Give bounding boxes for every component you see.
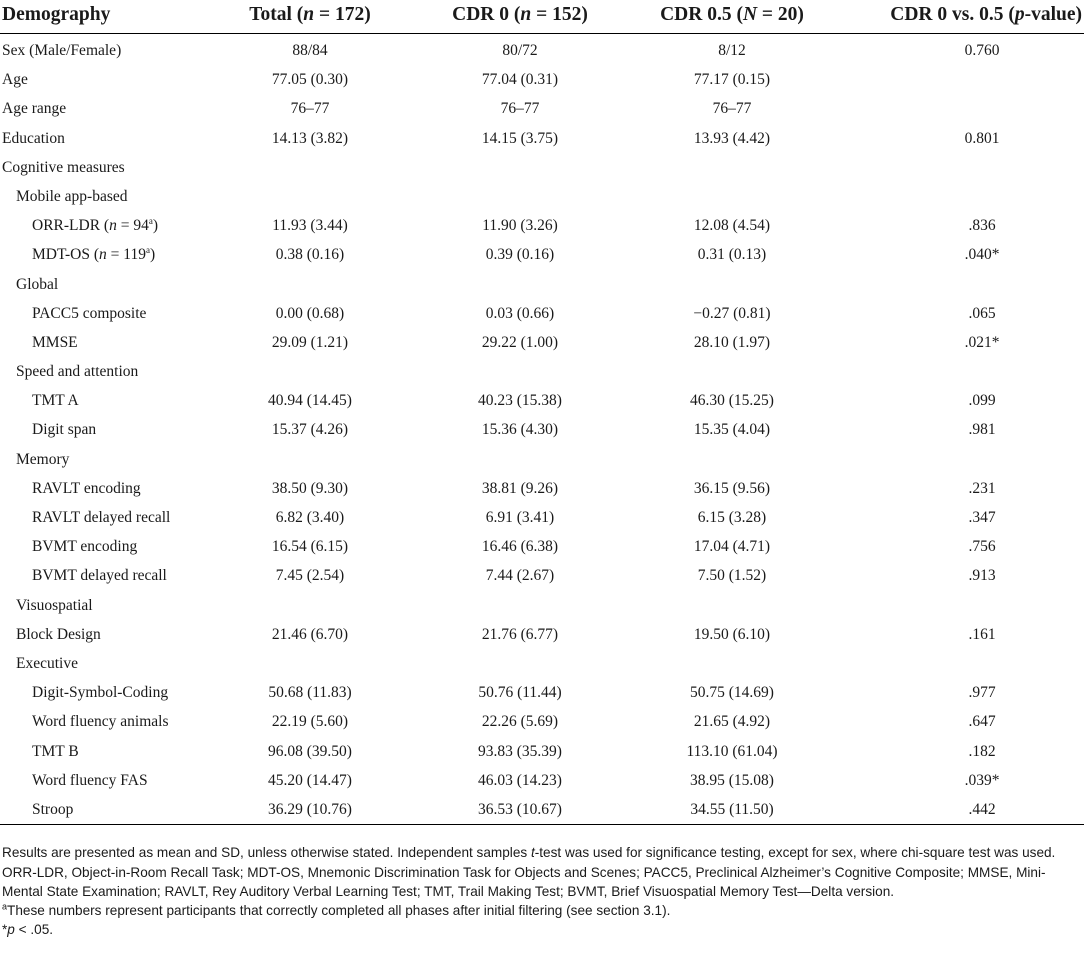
row-label: RAVLT delayed recall [32,509,171,526]
cell-cdr05: 8/12 [718,42,746,59]
cell-cdr05: 28.10 (1.97) [693,333,771,351]
table-row [0,151,1084,180]
row-label: Word fluency FAS [32,771,148,789]
row-label: Memory [16,450,70,468]
cell-cdr0: 0.03 (0.66) [485,304,555,322]
footnote-abbreviations: ORR-LDR, Object-in-Room Recall Task; MDT-OS, Mnemonic Discrimination Task for Objects and Scenes; PACC5, Preclinical Alzheimer’s Cognitive Composite; MMSE, Mini-Mental State Examination; RAVLT, Rey Auditory Verbal Learning Test; TMT, Trail Making Test; BVMT, Brief Visuospatial Memory Test—Delta version. [2,865,1046,899]
row-label: Age [2,71,28,89]
cell-cdr0: 29.22 (1.00) [481,333,559,351]
row-label: RAVLT encoding [32,479,141,497]
cell-total: 76–77 [290,100,330,118]
cell-cdr0: 40.23 (15.38) [478,392,562,410]
footnote-methods: Results are presented as mean and SD, unless otherwise stated. Independent samples t-test was used for significance testing, except for sex, where chi-square test was used. [2,845,1056,860]
cell-cdr05: 12.08 (4.54) [693,217,771,235]
table-row [0,472,1084,501]
table-row [0,530,1084,559]
cell-cdr0: 38.81 (9.26) [481,479,559,497]
table-header-row [0,0,1084,34]
row-label: Sex (Male/Female) [2,42,122,59]
header-total: Total (n = 172) [249,4,371,25]
cell-total: 14.13 (3.82) [271,129,349,147]
cell-cdr05: 19.50 (6.10) [693,625,771,643]
cell-cdr0: 80/72 [502,42,538,59]
cell-pvalue: .836 [968,217,996,235]
cell-total: 6.82 (3.40) [275,509,345,526]
cell-pvalue: .161 [968,625,996,643]
cell-total: 88/84 [292,42,328,59]
table-row [0,618,1084,647]
row-label: Visuospatial [16,596,93,614]
table-row [0,589,1084,618]
row-label: Digit-Symbol-Coding [32,684,169,702]
table-row [0,63,1084,92]
row-label: Executive [16,654,78,672]
table-row [0,180,1084,209]
cell-pvalue: .442 [968,800,996,818]
row-label: Global [16,275,59,293]
cell-total: 0.00 (0.68) [275,304,345,322]
table-row [0,34,1084,63]
table-row [0,92,1084,121]
cell-cdr0: 15.36 (4.30) [481,421,559,439]
row-label: Word fluency animals [32,713,169,731]
footnote-significance: *p < .05. [2,922,54,937]
table-row [0,122,1084,151]
cell-cdr05: 76–77 [712,100,752,118]
header-demography: Demography [2,4,111,25]
table-body [0,34,1084,822]
table-row [0,209,1084,238]
cell-cdr0: 0.39 (0.16) [485,246,555,264]
cell-cdr05: 50.75 (14.69) [690,684,774,702]
cell-total: 36.29 (10.76) [268,800,352,818]
cell-cdr05: 7.50 (1.52) [697,567,767,585]
cell-pvalue: .040* [964,246,1000,264]
header-pvalue: CDR 0 vs. 0.5 (p-value) [890,4,1082,25]
row-label: TMT B [32,742,79,760]
row-label: TMT A [32,392,79,410]
table-footnotes [0,843,1084,939]
row-label: Cognitive measures [2,158,125,176]
table-row [0,676,1084,705]
cell-cdr05: 13.93 (4.42) [693,129,771,147]
cell-total: 7.45 (2.54) [275,567,345,585]
row-label: ORR-LDR $(n = 94^a)$ [32,215,159,235]
table-row [0,413,1084,442]
cell-total: 0.38 (0.16) [275,246,345,264]
cell-pvalue: .981 [968,421,996,439]
row-label: Age range [2,100,67,118]
cell-cdr05: 36.15 (9.56) [693,479,771,497]
cell-pvalue: .756 [968,538,996,556]
cell-cdr05: 21.65 (4.92) [693,713,771,731]
cell-pvalue: .231 [968,479,996,497]
table-row [0,764,1084,793]
row-label: Block Design [16,625,101,643]
cell-pvalue: .021* [964,333,1000,351]
cell-cdr05: 77.17 (0.15) [693,71,771,89]
cell-cdr0: 50.76 (11.44) [478,684,562,702]
footnote-a: $^a$These numbers represent participants that correctly completed all phases after initial filtering (see section 3.1). [2,901,671,918]
table-row [0,355,1084,384]
cell-cdr0: 76–77 [500,100,540,118]
table-row [0,326,1084,355]
cell-pvalue: .913 [968,567,996,585]
table-row [0,384,1084,413]
cell-pvalue: .065 [968,304,996,322]
table-row [0,735,1084,764]
table-row [0,647,1084,676]
cell-cdr0: 11.90 (3.26) [482,217,558,235]
row-label: Education [2,129,65,147]
cell-cdr0: 46.03 (14.23) [478,771,562,789]
cell-cdr05: −0.27 (0.81) [693,304,771,322]
cell-total: 11.93 (3.44) [272,217,348,235]
cell-pvalue: .977 [968,684,996,702]
cell-cdr0: 21.76 (6.77) [481,625,559,643]
table-row [0,705,1084,734]
cell-cdr0: 36.53 (10.67) [478,800,562,818]
cell-total: 77.05 (0.30) [271,71,349,89]
table-row [0,238,1084,267]
cell-cdr0: 14.15 (3.75) [481,129,559,147]
cell-total: 15.37 (4.26) [271,421,349,439]
cell-pvalue: 0.801 [964,129,1000,147]
table-bottom-rule [0,824,1084,825]
cell-total: 29.09 (1.21) [271,333,349,351]
row-label: BVMT encoding [32,538,138,556]
row-label: Digit span [32,421,97,439]
cell-cdr05: 38.95 (15.08) [690,771,774,789]
cell-cdr05: 46.30 (15.25) [690,392,774,410]
table-row [0,443,1084,472]
table-row [0,268,1084,297]
row-label: Mobile app-based [16,187,128,205]
cell-pvalue: .099 [968,392,996,410]
cell-pvalue: .347 [968,509,996,526]
cell-total: 21.46 (6.70) [271,625,349,643]
cell-cdr0: 93.83 (35.39) [478,742,562,760]
cell-total: 45.20 (14.47) [268,771,352,789]
cell-total: 50.68 (11.83) [268,684,352,702]
cell-cdr05: 113.10 (61.04) [686,742,778,760]
cell-cdr05: 17.04 (4.71) [693,538,771,556]
cell-total: 40.94 (14.45) [268,392,352,410]
row-label: Speed and attention [16,363,139,381]
table-row [0,559,1084,588]
cell-total: 22.19 (5.60) [271,713,349,731]
cell-cdr05: 0.31 (0.13) [697,246,767,264]
cell-cdr0: 16.46 (6.38) [481,538,559,556]
table-row [0,297,1084,326]
cell-cdr0: 22.26 (5.69) [481,713,559,731]
cell-cdr05: 15.35 (4.04) [693,421,771,439]
cell-cdr05: 6.15 (3.28) [697,509,767,526]
row-label: Stroop [32,800,74,818]
cell-cdr0: 6.91 (3.41) [485,509,555,526]
cell-pvalue: 0.760 [964,42,1000,59]
cell-pvalue: .182 [968,742,996,760]
cell-total: 96.08 (39.50) [268,742,352,760]
cell-pvalue: .647 [968,713,996,731]
cell-cdr05: 34.55 (11.50) [690,800,774,818]
row-label: MMSE [32,333,78,351]
row-label: MDT-OS $(n = 119^a)$ [32,245,156,264]
cell-cdr0: 7.44 (2.67) [485,567,555,585]
table-row [0,793,1084,822]
row-label: BVMT delayed recall [32,567,167,585]
header-cdr05: CDR 0.5 (N = 20) [660,4,804,25]
row-label: PACC5 composite [32,304,147,322]
cell-total: 38.50 (9.30) [271,479,349,497]
header-cdr0: CDR 0 (n = 152) [452,4,588,25]
cell-cdr0: 77.04 (0.31) [481,71,559,89]
cell-pvalue: .039* [964,771,1000,789]
cell-total: 16.54 (6.15) [271,538,349,556]
table-row [0,501,1084,530]
